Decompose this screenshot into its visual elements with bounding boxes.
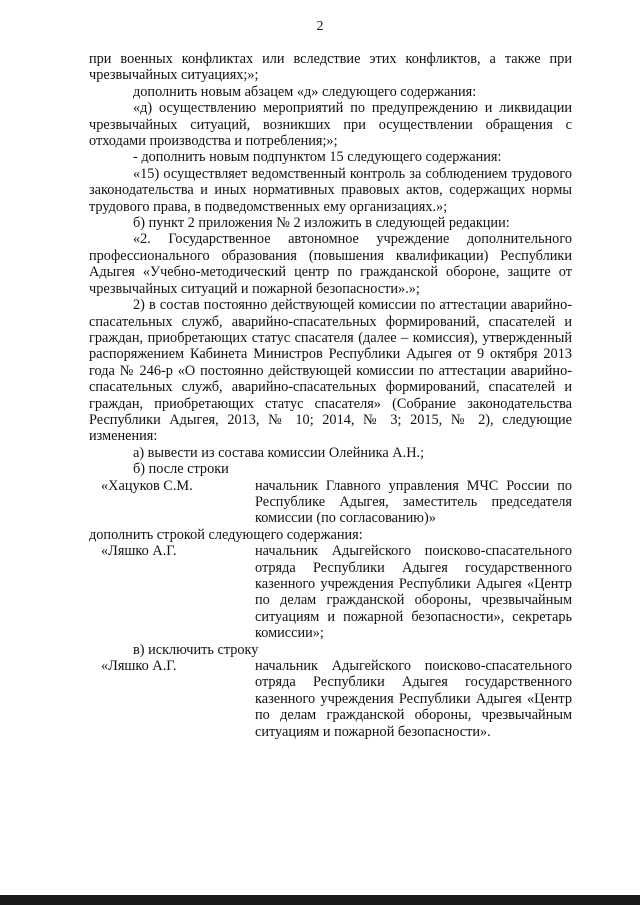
document-body <box>89 51 572 740</box>
member-name: «Ляшко А.Г. <box>101 543 177 560</box>
member-position: начальник Главного управления МЧС России по Республике Адыгея, заместитель председателя комиссии (по согласованию)» <box>255 477 572 527</box>
member-entry-khatsukov <box>89 478 572 527</box>
member-name: «Ляшко А.Г. <box>101 658 177 675</box>
paragraph-point2-text: «2. Государственное автономное учреждение дополнительного профессионального образования (повышения квалификации) Республики Адыгея «Учебно-методический центр по гражданской обороне, защите от чрезвычайных ситуаций и пожарной безопасности».»; <box>89 231 572 297</box>
paragraph-continuation: при военных конфликтах или вследствие этих конфликтов, а также при чрезвычайных ситуациях;»; <box>89 51 572 84</box>
paragraph-d-text: «д) осуществлению мероприятий по предупреждению и ликвидации чрезвычайных ситуаций, возникших при осуществлении обращения с отходами производства и потребления;»; <box>89 100 572 150</box>
paragraph-15-text: «15) осуществляет ведомственный контроль за соблюдением трудового законодательства и иных нормативных правовых актов, содержащих нормы трудового права, в подведомственных ему организациях.»; <box>89 165 572 215</box>
member-position: начальник Адыгейского поисково-спасательного отряда Республики Адыгея государственного казенного учреждения Республики Адыгея «Центр по делам гражданской обороны, чрезвычайным ситуациям и пожарной безопасности», секретарь комиссии»; <box>255 543 572 642</box>
member-name: «Хацуков С.М. <box>101 477 193 494</box>
paragraph-b-after-line: б) после строки <box>133 461 229 478</box>
paragraph-add-15: - дополнить новым подпунктом 15 следующего содержания: <box>133 149 502 166</box>
paragraph-commission: 2) в состав постоянно действующей комиссии по аттестации аварийно-спасательных служб, аварийно-спасательных формирований, спасателей и граждан, приобретающих статус спасателя (далее – комиссия), утвержденный распоряжением Кабинета Министров Республики Адыгея от 9 октября 2013 года № 246-р «О постоянно действующей комиссии по аттестации аварийно-спасательных служб, аварийно-спасательных формирований, спасателей и граждан, приобретающих статус спасателя» (Собрание законодательства Республики Адыгея, 2013, № 10; 2014, № 3; 2015, № 2), следующие изменения: <box>89 297 572 445</box>
member-entry-lyashko-remove <box>89 658 572 740</box>
member-position: начальник Адыгейского поисково-спасательного отряда Республики Адыгея государственного казенного учреждения Республики Адыгея «Центр по делам гражданской обороны, чрезвычайным ситуациям и пожарной безопасности». <box>255 658 572 740</box>
page-number: 2 <box>316 19 324 34</box>
paragraph-add-d: дополнить новым абзацем «д» следующего содержания: <box>133 83 477 100</box>
paragraph-a-remove: а) вывести из состава комиссии Олейника А.Н.; <box>133 444 425 461</box>
paragraph-exclude-line: в) исключить строку <box>133 641 259 658</box>
member-entry-lyashko-add <box>89 543 572 641</box>
scan-bottom-edge <box>0 895 640 905</box>
paragraph-b-point2: б) пункт 2 приложения № 2 изложить в следующей редакции: <box>133 215 510 232</box>
paragraph-add-line: дополнить строкой следующего содержания: <box>89 526 363 543</box>
